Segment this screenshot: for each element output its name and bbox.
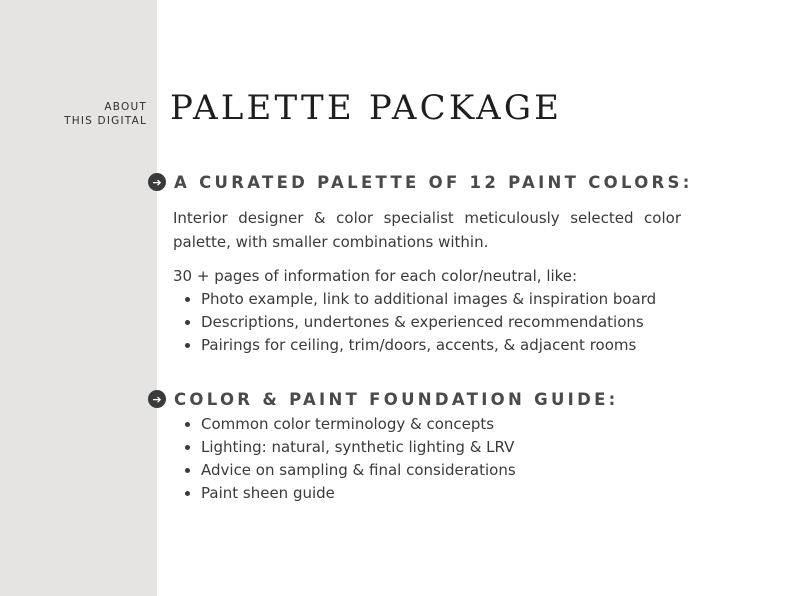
eyebrow-line-2: THIS DIGITAL [64, 115, 147, 127]
list-item: Advice on sampling & final considerations [185, 459, 688, 482]
eyebrow-line-1: ABOUT [104, 101, 147, 113]
list-item: Descriptions, undertones & experienced recommendations [185, 311, 688, 334]
bullet-list [185, 413, 688, 505]
arrow-right-circle-icon: ➔ [148, 173, 166, 191]
page-title: PALETTE PACKAGE [170, 88, 563, 128]
section-heading [148, 387, 688, 411]
sidebar-panel [0, 0, 157, 596]
section-heading-text: A CURATED PALETTE OF 12 PAINT COLORS: [174, 172, 693, 192]
bullet-list [185, 288, 688, 357]
eyebrow-label [64, 100, 147, 128]
section-intro: 30 + pages of information for each color/neutral, like: [173, 267, 578, 285]
list-item: Photo example, link to additional images & inspiration board [185, 288, 688, 311]
section-curated-palette [148, 170, 693, 357]
list-item: Common color terminology & concepts [185, 413, 688, 436]
list-item: Paint sheen guide [185, 482, 688, 505]
section-foundation-guide [148, 387, 688, 505]
section-paragraph: Interior designer & color specialist meticulously selected color palette, with smaller combinations within. [173, 209, 681, 251]
list-item: Pairings for ceiling, trim/doors, accents, & adjacent rooms [185, 334, 688, 357]
section-heading-text: COLOR & PAINT FOUNDATION GUIDE: [174, 389, 619, 409]
list-item: Lighting: natural, synthetic lighting & LRV [185, 436, 688, 459]
arrow-right-circle-icon: ➔ [148, 390, 166, 408]
section-heading [148, 170, 693, 194]
